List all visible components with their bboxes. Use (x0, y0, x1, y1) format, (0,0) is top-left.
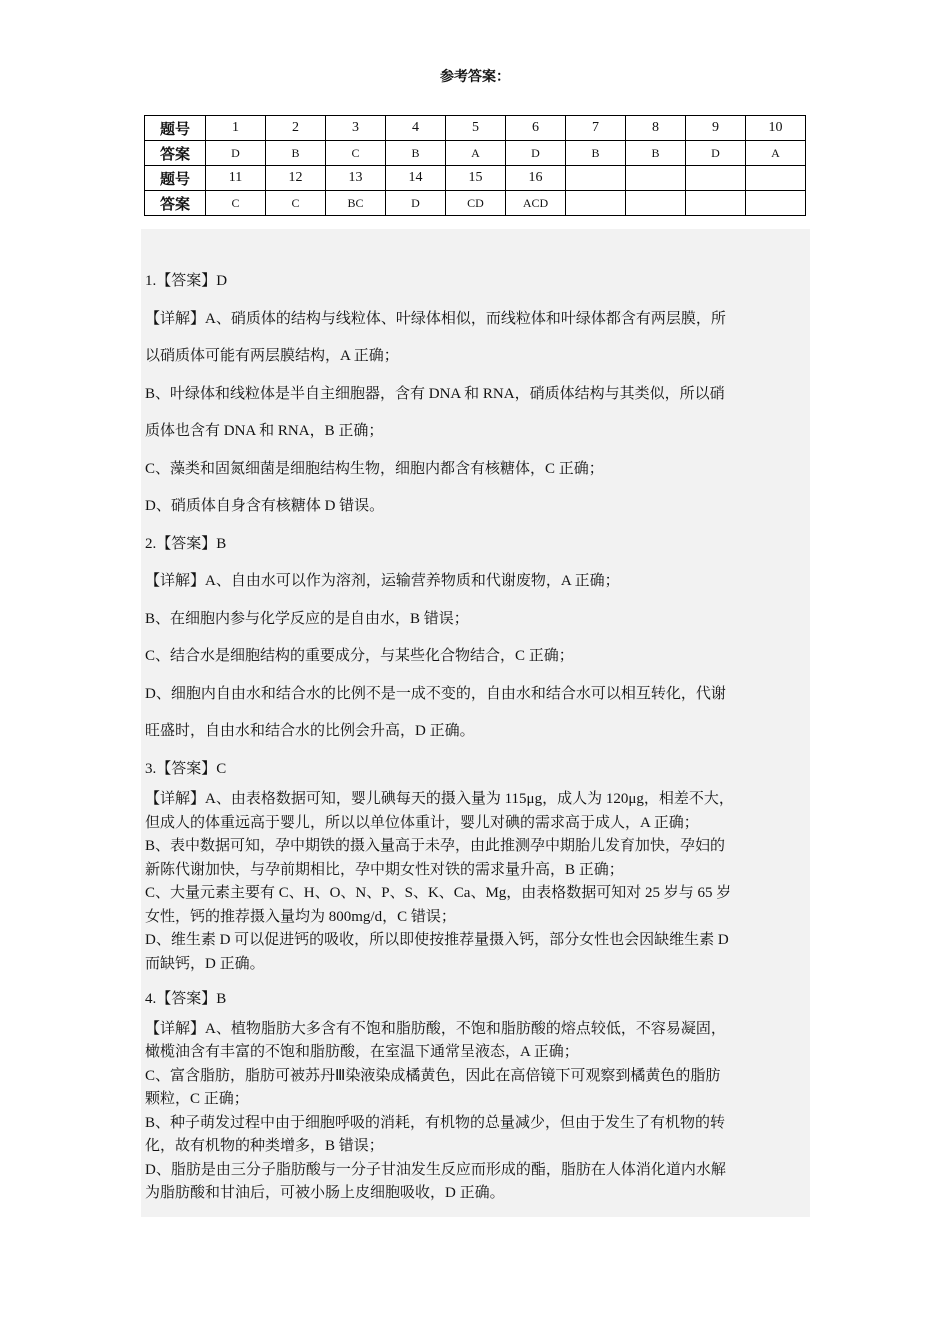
explanation-line: 【详解】A、硝质体的结构与线粒体、叶绿体相似，而线粒体和叶绿体都含有两层膜，所 (145, 310, 726, 327)
explanation-line: D、脂肪是由三分子脂肪酸与一分子甘油发生反应而形成的酯，脂肪在人体消化道内水解 (145, 1161, 726, 1178)
answer-cell: CD (446, 191, 506, 216)
explanation-line: B、在细胞内参与化学反应的是自由水，B 错误； (145, 610, 469, 627)
explanation-line: C、结合水是细胞结构的重要成分，与某些化合物结合，C 正确； (145, 648, 574, 664)
answer-cell: C (266, 191, 326, 216)
question-number: 13 (326, 166, 386, 191)
row-label: 答案 (145, 191, 206, 216)
answer-cell (626, 191, 686, 216)
explanation-line: C、大量元素主要有 C、H、O、N、P、S、K、Ca、Mg，由表格数据可知对 25 岁与 65 岁 (145, 885, 732, 901)
explanation-line: C、藻类和固氮细菌是细胞结构生物，细胞内都含有核糖体，C 正确； (145, 460, 604, 477)
explanation-line: 旺盛时，自由水和结合水的比例会升高，D 正确。 (145, 723, 475, 739)
question-number: 10 (746, 116, 806, 141)
explanation-line: 质体也含有 DNA 和 RNA，B 正确； (145, 423, 384, 439)
question-number: 4 (386, 116, 446, 141)
answer-cell: B (566, 141, 626, 166)
question-number: 6 (506, 116, 566, 141)
answer-cell: A (446, 141, 506, 166)
explanation-line: C、富含脂肪，脂肪可被苏丹Ⅲ染液染成橘黄色，因此在高倍镜下可观察到橘黄色的脂肪 (145, 1067, 721, 1084)
explanation-line: 以硝质体可能有两层膜结构，A 正确； (145, 348, 399, 364)
answer-cell (566, 191, 626, 216)
explanation-line: 颗粒，C 正确； (145, 1091, 249, 1107)
row-label: 题号 (145, 166, 206, 191)
explanation-line: D、维生素 D 可以促进钙的吸收，所以即使按推荐量摄入钙，部分女性也会因缺维生素 D (145, 932, 729, 948)
explanation-line: 而缺钙，D 正确。 (145, 955, 265, 972)
explanation-line: 新陈代谢加快，与孕前期相比，孕中期女性对铁的需求量升高，B 正确； (145, 861, 624, 878)
table-row (145, 141, 806, 166)
answer-heading-2: 2.【答案】B (145, 535, 227, 552)
answer-cell: B (386, 141, 446, 166)
answer-table (144, 115, 806, 216)
question-number (686, 166, 746, 191)
answer-cell: D (506, 141, 566, 166)
question-number: 1 (206, 116, 266, 141)
answer-heading-4: 4.【答案】B (145, 991, 227, 1007)
answer-cell: D (386, 191, 446, 216)
question-number: 11 (206, 166, 266, 191)
explanation-line: 【详解】A、由表格数据可知，婴儿碘每天的摄入量为 115μg，成人为 120μg，相差不大， (145, 791, 734, 807)
answer-heading-1: 1.【答案】D (145, 273, 228, 289)
question-number: 2 (266, 116, 326, 141)
explanation-line: 橄榄油含有丰富的不饱和脂肪酸，在室温下通常呈液态，A 正确； (145, 1044, 579, 1060)
explanation-line: 化，故有机物的种类增多，B 错误； (145, 1138, 384, 1154)
question-number: 15 (446, 166, 506, 191)
answer-cell: B (266, 141, 326, 166)
question-number: 5 (446, 116, 506, 141)
explanation-line: 但成人的体重远高于婴儿，所以以单位体重计，婴儿对碘的需求高于成人，A 正确； (145, 814, 699, 831)
question-number: 16 (506, 166, 566, 191)
answer-heading-3: 3.【答案】C (145, 760, 227, 777)
question-number: 14 (386, 166, 446, 191)
answer-cell: C (326, 141, 386, 166)
explanation-line: 【详解】A、自由水可以作为溶剂，运输营养物质和代谢废物，A 正确； (145, 573, 620, 589)
answer-cell: B (626, 141, 686, 166)
explanation-panel (141, 229, 810, 1217)
page-title: 参考答案： (440, 69, 510, 85)
row-label: 题号 (145, 116, 206, 141)
table-row (145, 191, 806, 216)
answer-cell: C (206, 191, 266, 216)
question-number: 7 (566, 116, 626, 141)
explanation-line: 为脂肪酸和甘油后，可被小肠上皮细胞吸收，D 正确。 (145, 1185, 505, 1201)
question-number (746, 166, 806, 191)
answer-cell (686, 191, 746, 216)
answer-cell: ACD (506, 191, 566, 216)
answer-cell: A (746, 141, 806, 166)
answer-cell (746, 191, 806, 216)
answer-cell: D (686, 141, 746, 166)
question-number (566, 166, 626, 191)
explanation-line: 【详解】A、植物脂肪大多含有不饱和脂肪酸，不饱和脂肪酸的熔点较低，不容易凝固， (145, 1020, 726, 1037)
row-label: 答案 (145, 141, 206, 166)
table-row (145, 116, 806, 141)
explanation-line: 女性，钙的推荐摄入量均为 800mg/d，C 错误； (145, 908, 456, 925)
question-number (626, 166, 686, 191)
answer-cell: BC (326, 191, 386, 216)
explanation-line: D、细胞内自由水和结合水的比例不是一成不变的，自由水和结合水可以相互转化，代谢 (145, 685, 726, 702)
explanation-line: B、表中数据可知，孕中期铁的摄入量高于未孕，由此推测孕中期胎儿发育加快，孕妇的 (145, 838, 726, 854)
explanation-line: D、硝质体自身含有核糖体 D 错误。 (145, 498, 385, 514)
table-row (145, 166, 806, 191)
question-number: 12 (266, 166, 326, 191)
answer-cell: D (206, 141, 266, 166)
question-number: 9 (686, 116, 746, 141)
explanation-line: B、叶绿体和线粒体是半自主细胞器，含有 DNA 和 RNA，硝质体结构与其类似，所以硝 (145, 385, 725, 402)
question-number: 8 (626, 116, 686, 141)
explanation-line: B、种子萌发过程中由于细胞呼吸的消耗，有机物的总量减少，但由于发生了有机物的转 (145, 1114, 726, 1131)
question-number: 3 (326, 116, 386, 141)
